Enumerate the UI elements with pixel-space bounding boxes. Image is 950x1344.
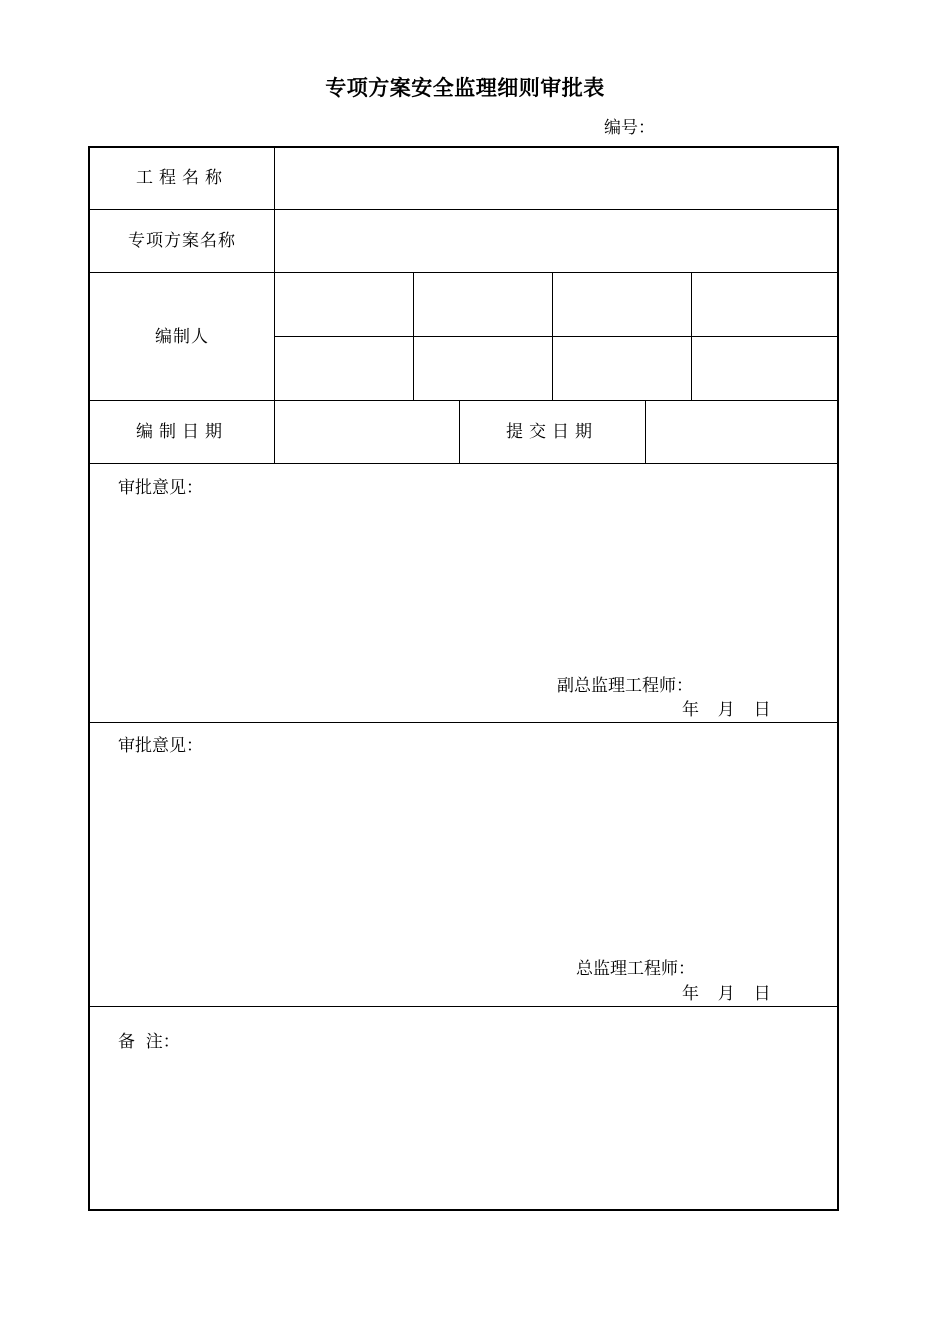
compile-date-label: 编制日期 — [136, 422, 228, 442]
compiler-field[interactable] — [414, 337, 552, 400]
remarks-field[interactable] — [90, 1058, 837, 1208]
compiler-field[interactable] — [692, 337, 837, 400]
review2-signer-label: 总监理工程师： — [576, 959, 695, 979]
review1-signer-label: 副总监理工程师： — [557, 676, 693, 696]
review2-date-label: 年 月 日 — [682, 984, 771, 1004]
row-divider — [90, 463, 837, 464]
review2-opinion-field[interactable] — [90, 758, 837, 953]
review1-opinion-field[interactable] — [90, 498, 837, 668]
plan-name-label: 专项方案名称 — [128, 231, 236, 251]
remarks-label: 备 注： — [118, 1032, 180, 1052]
compile-date-field[interactable] — [275, 401, 459, 463]
compiler-field[interactable] — [275, 337, 413, 400]
row-divider — [90, 722, 837, 723]
review1-date-label: 年 月 日 — [682, 700, 771, 720]
plan-name-field[interactable] — [275, 210, 837, 272]
review1-opinion-label: 审批意见： — [118, 478, 203, 498]
compiler-field[interactable] — [553, 337, 691, 400]
compiler-field[interactable] — [692, 273, 837, 336]
approval-form — [88, 146, 839, 1211]
compiler-label: 编制人 — [155, 327, 209, 347]
compiler-field[interactable] — [275, 273, 413, 336]
compiler-field[interactable] — [414, 273, 552, 336]
review2-opinion-label: 审批意见： — [118, 736, 203, 756]
submit-date-label: 提交日期 — [506, 422, 598, 442]
submit-date-field[interactable] — [646, 401, 837, 463]
project-name-field[interactable] — [275, 148, 837, 209]
row-divider — [90, 1006, 837, 1007]
page-title: 专项方案安全监理细则审批表 — [325, 76, 605, 100]
document-number-label: 编号： — [604, 118, 655, 138]
compiler-field[interactable] — [553, 273, 691, 336]
project-name-label: 工程名称 — [136, 168, 228, 188]
